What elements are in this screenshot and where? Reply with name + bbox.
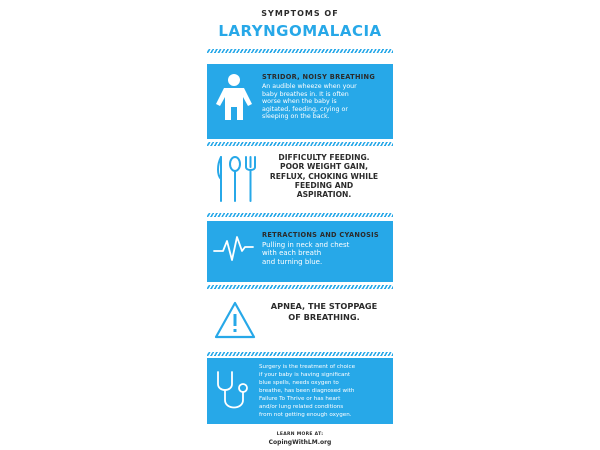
section-stridor [207, 64, 393, 139]
section-body: Pulling in neck and chest with each breath and turning blue. [262, 241, 350, 266]
section-heading: RETRACTIONS AND CYANOSIS [262, 231, 379, 239]
infographic-title: LARYNGOMALACIA [218, 22, 382, 40]
section-apnea [207, 293, 393, 351]
section-body: An audible wheeze when your baby breathes in. It is often worse when the baby is agitated, feeding, crying or sleeping on the back. [262, 83, 357, 121]
stripe-divider [207, 352, 393, 356]
stethoscope-icon [213, 370, 253, 414]
footer-url[interactable]: CopingWithLM.org [268, 439, 332, 446]
infographic [207, 0, 393, 450]
stripe-divider [207, 49, 393, 53]
stripe-divider [207, 142, 393, 146]
section-surgery [207, 358, 393, 424]
section-text: DIFFICULTY FEEDING. POOR WEIGHT GAIN, REFLUX, CHOKING WHILE FEEDING AND ASPIRATION. [269, 153, 379, 200]
person-icon [215, 73, 253, 121]
utensils-icon [215, 155, 257, 203]
stripe-divider [207, 285, 393, 289]
section-retractions [207, 221, 393, 282]
stripe-divider [207, 213, 393, 217]
infographic-subtitle: SYMPTOMS OF [261, 9, 339, 18]
section-feeding [207, 149, 393, 211]
warning-icon [214, 301, 256, 339]
section-heading: STRIDOR, NOISY BREATHING [262, 73, 376, 81]
footer-label: LEARN MORE AT: [276, 432, 324, 437]
heartbeat-icon [213, 235, 255, 263]
section-body: Surgery is the treatment of choice if your baby is having significant blue spells, needs oxygen to breathe, has been diagnosed with Failure To Thrive or has heart and/or lung related conditions from not getting enough oxygen. [259, 364, 356, 418]
section-text: APNEA, THE STOPPAGE OF BREATHING. [270, 301, 378, 322]
